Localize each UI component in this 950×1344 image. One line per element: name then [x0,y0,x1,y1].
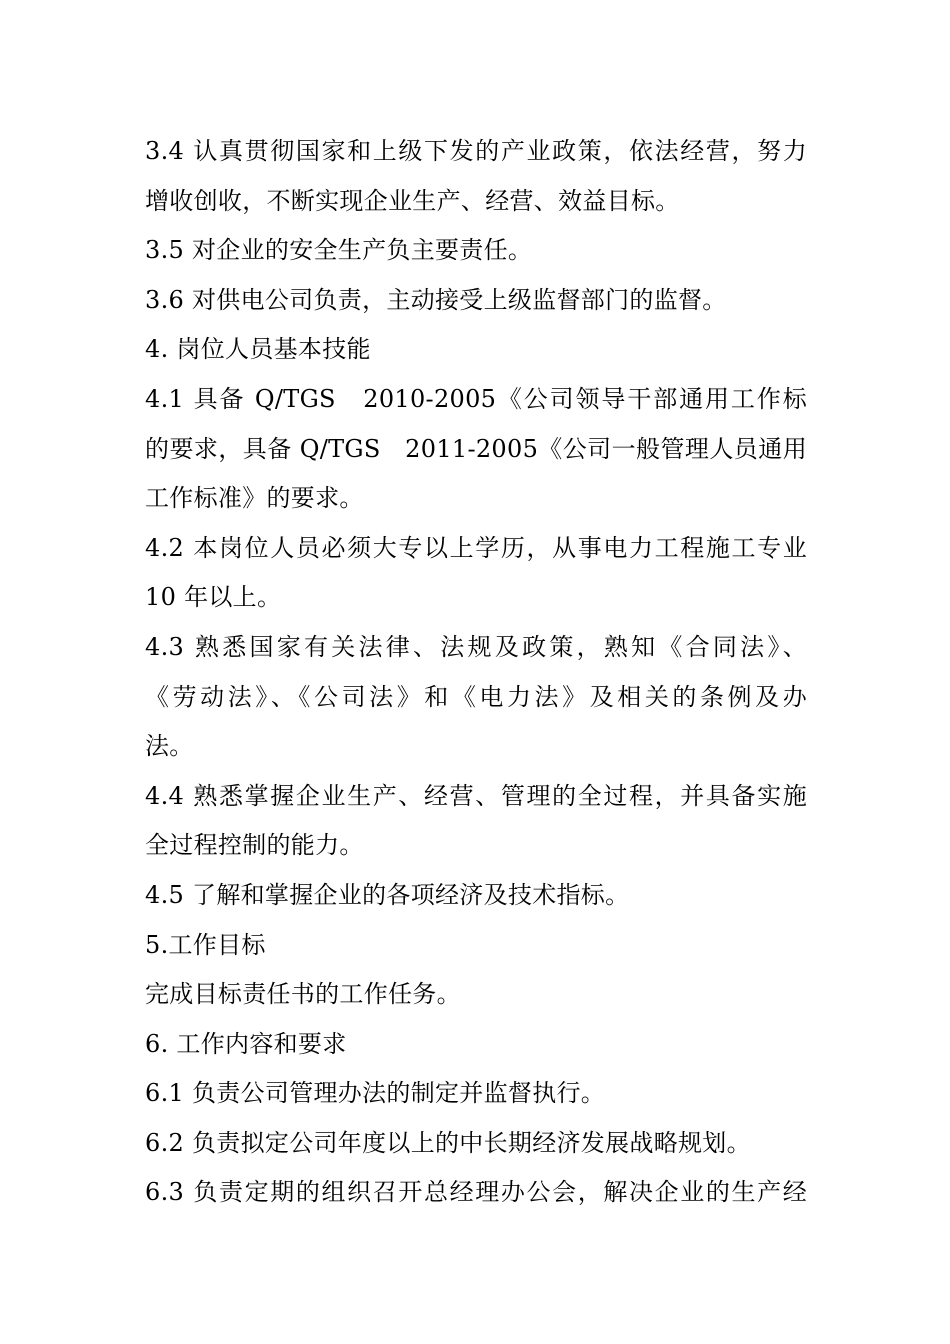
text-line-12: 《劳动法》、《公司法》和《电力法》及相关的条例及办 [145,682,807,711]
text-line-2: 增收创收，不断实现企业生产、经营、效益目标。 [145,186,680,215]
text-line-13: 法。 [145,732,194,761]
text-line-14: 4.4 熟悉掌握企业生产、经营、管理的全过程，并具备实施 [145,781,807,810]
document-body [145,127,807,1218]
text-line-22: 6.3 负责定期的组织召开总经理办公会，解决企业的生产经 [145,1178,807,1207]
text-line-15: 全过程控制的能力。 [145,831,364,860]
text-line-3: 3.5 对企业的安全生产负主要责任。 [145,236,533,265]
text-line-10: 10 年以上。 [145,583,282,612]
text-line-11: 4.3 熟悉国家有关法律、法规及政策，熟知《合同法》、 [145,632,807,661]
text-line-6: 4.1 具备 Q/TGS 2010-2005《公司领导干部通用工作标 [145,384,807,413]
section-heading-6: 6. 工作内容和要求 [145,1029,347,1058]
text-line-4: 3.6 对供电公司负责，主动接受上级监督部门的监督。 [145,285,727,314]
text-line-9: 4.2 本岗位人员必须大专以上学历，从事电力工程施工专业 [145,533,807,562]
text-line-18: 完成目标责任书的工作任务。 [145,980,461,1009]
text-line-20: 6.1 负责公司管理办法的制定并监督执行。 [145,1079,606,1108]
text-line-21: 6.2 负责拟定公司年度以上的中长期经济发展战略规划。 [145,1128,751,1157]
text-line-8: 工作标准》的要求。 [145,484,364,513]
text-line-1: 3.4 认真贯彻国家和上级下发的产业政策，依法经营，努力 [145,137,807,165]
text-line-16: 4.5 了解和掌握企业的各项经济及技术指标。 [145,880,630,909]
section-heading-5: 5.工作目标 [145,930,266,959]
text-line-7: 的要求，具备 Q/TGS 2011-2005《公司一般管理人员通用 [145,434,807,463]
section-heading-4: 4. 岗位人员基本技能 [145,335,371,364]
